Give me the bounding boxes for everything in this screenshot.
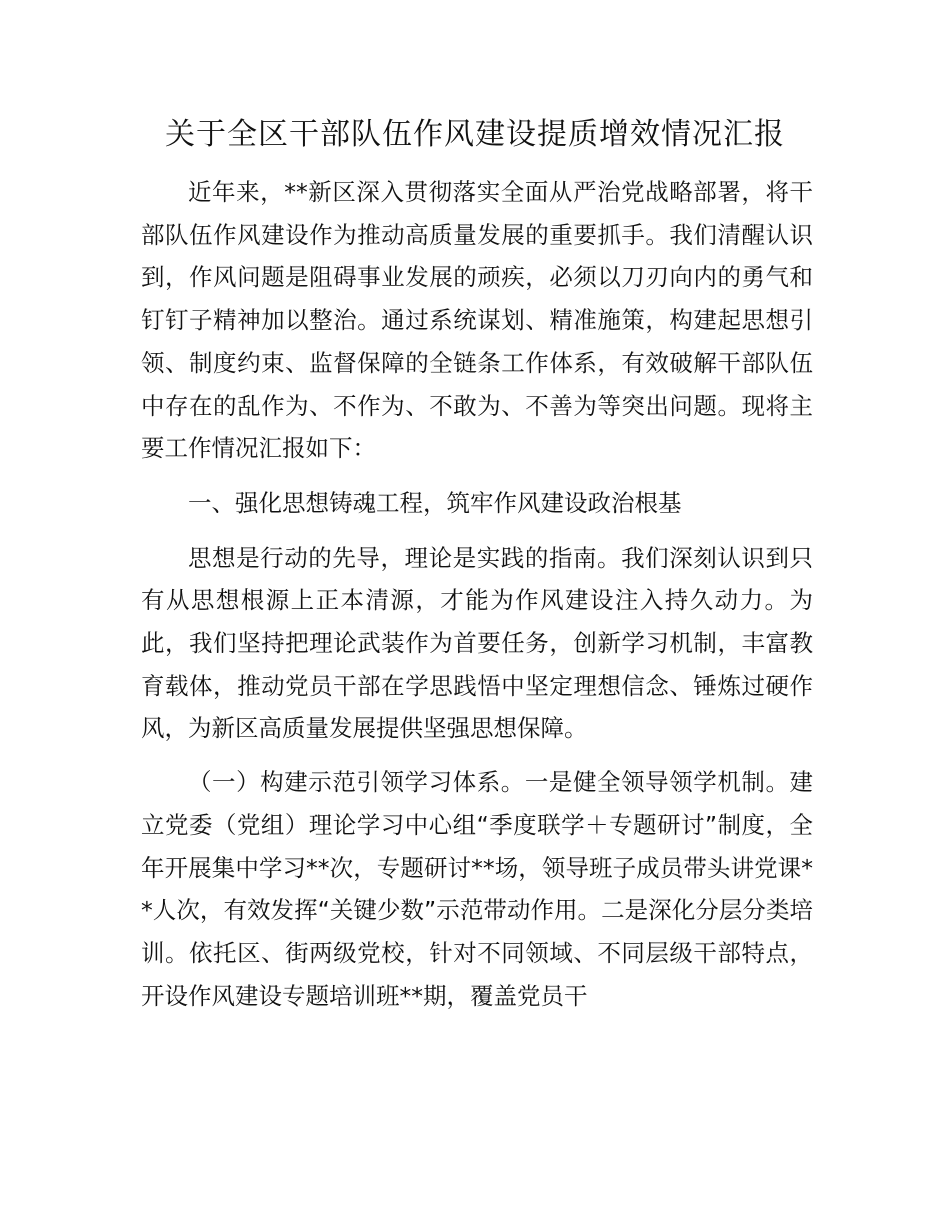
document-title: 关于全区干部队伍作风建设提质增效情况汇报	[165, 117, 785, 152]
section-1-intro-paragraph: 思想是行动的先导，理论是实践的指南。我们深刻认识到只有从思想根源上正本清源，才能为作风建设注入持久动力。为此，我们坚持把理论武装作为首要任务，创新学习机制，丰富教育载体，推动党员干部在学思践悟中坚定理想信念、锤炼过硬作风，为新区高质量发展提供坚强思想保障。	[141, 543, 813, 743]
section-heading-1: 一、强化思想铸魂工程，筑牢作风建设政治根基	[188, 488, 682, 517]
section-1-subsection-1-paragraph: （一）构建示范引领学习体系。一是健全领导领学机制。建立党委（党组）理论学习中心组“季度联学＋专题研讨”制度，全年开展集中学习**次，专题研讨**场，领导班子成员带头讲党课**人次，有效发挥“关键少数”示范带动作用。二是深化分层分类培训。依托区、街两级党校，针对不同领域、不同层级干部特点，开设作风建设专题培训班**期，覆盖党员干	[141, 768, 813, 1010]
intro-paragraph: 近年来，**新区深入贯彻落实全面从严治党战略部署，将干部队伍作风建设作为推动高质量发展的重要抓手。我们清醒认识到，作风问题是阻碍事业发展的顽疾，必须以刀刃向内的勇气和钉钉子精神加以整治。通过系统谋划、精准施策，构建起思想引领、制度约束、监督保障的全链条工作体系，有效破解干部队伍中存在的乱作为、不作为、不敢为、不善为等突出问题。现将主要工作情况汇报如下：	[141, 178, 813, 463]
document-body	[141, 171, 813, 1017]
